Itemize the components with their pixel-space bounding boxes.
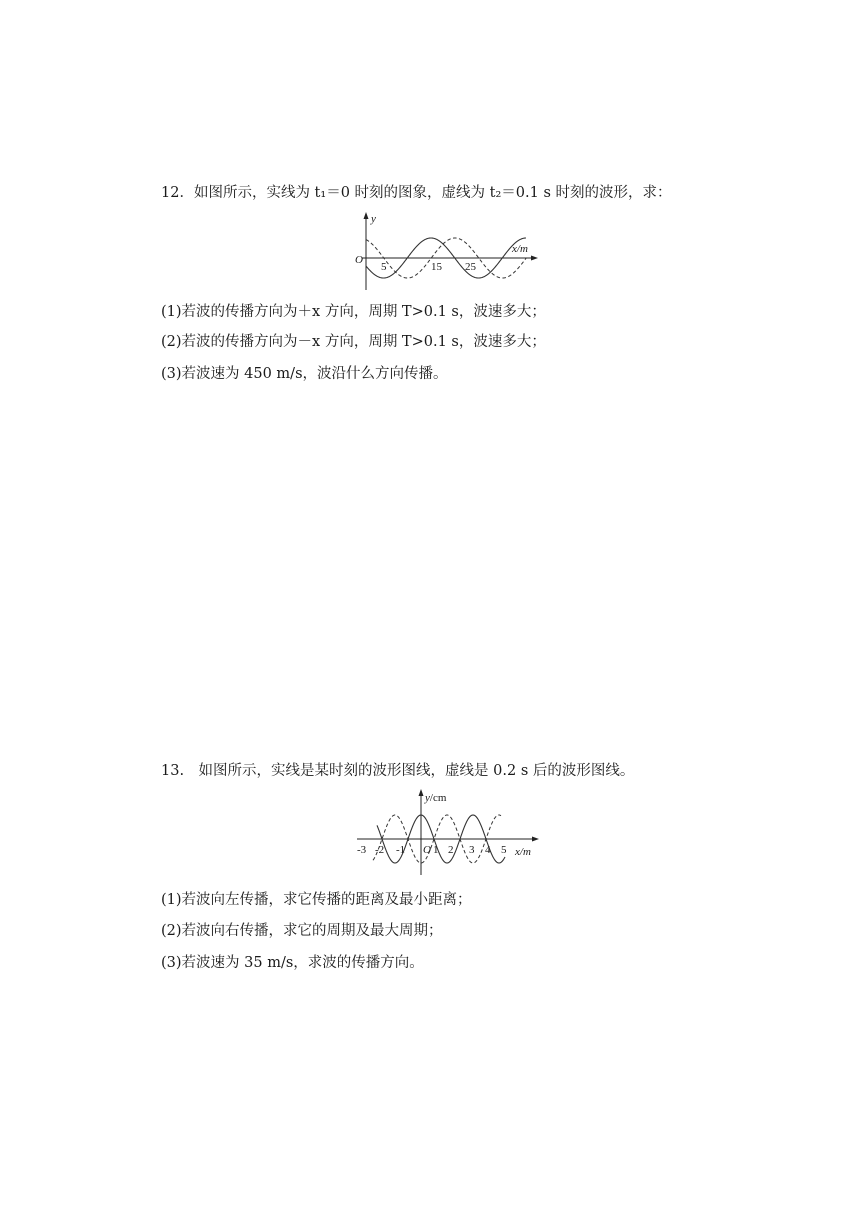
x-axis-label: x/m bbox=[515, 846, 531, 858]
tick-label-25: 25 bbox=[465, 261, 476, 273]
problem-13-question-2: (2)若波向右传播，求它的周期及最大周期； bbox=[161, 923, 443, 939]
tick-label-neg1: -1 bbox=[396, 844, 406, 856]
tick-label-4: 4 bbox=[485, 844, 491, 856]
problem-13-question-1: (1)若波向左传播，求它传播的距离及最小距离； bbox=[161, 892, 472, 908]
problem-12-title: 12．如图所示，实线为 t₁＝0 时刻的图象，虚线为 t₂＝0.1 s 时刻的波形，求： bbox=[161, 185, 672, 201]
problem-13-figure bbox=[355, 787, 545, 883]
x-axis-label: x/m bbox=[512, 243, 528, 255]
x-axis-arrow bbox=[531, 256, 538, 261]
problem-12-figure bbox=[350, 210, 550, 296]
tick-label-5: 5 bbox=[501, 844, 507, 856]
tick-label-1: 1 bbox=[433, 844, 439, 856]
problem-13-question-3: (3)若波速为 35 m/s，求波的传播方向。 bbox=[161, 955, 424, 971]
y-unit: /cm bbox=[429, 792, 447, 804]
wave-graph-12 bbox=[350, 210, 550, 292]
x-axis-arrow bbox=[532, 837, 539, 842]
tick-label-neg3: -3 bbox=[357, 844, 367, 856]
origin-label: O bbox=[423, 844, 431, 856]
y-axis-label: y/cm bbox=[425, 792, 447, 804]
tick-label-15: 15 bbox=[431, 261, 442, 273]
tick-label-2: 2 bbox=[448, 844, 454, 856]
tick-label-neg2: -2 bbox=[375, 844, 385, 856]
problem-12-question-1: (1)若波的传播方向为＋x 方向，周期 T>0.1 s，波速多大； bbox=[161, 304, 546, 320]
y-axis-label: y bbox=[371, 213, 376, 225]
tick-label-3: 3 bbox=[469, 844, 475, 856]
y-axis-arrow bbox=[364, 212, 369, 219]
origin-label: O bbox=[355, 254, 363, 266]
problem-13-title: 13. 如图所示，实线是某时刻的波形图线，虚线是 0.2 s 后的波形图线。 bbox=[161, 763, 635, 779]
wave-graph-13 bbox=[355, 787, 545, 879]
problem-12-question-2: (2)若波的传播方向为－x 方向，周期 T>0.1 s，波速多大； bbox=[161, 334, 546, 350]
y-axis-arrow bbox=[419, 789, 424, 796]
tick-label-5: 5 bbox=[381, 261, 387, 273]
problem-12-question-3: (3)若波速为 450 m/s，波沿什么方向传播。 bbox=[161, 366, 448, 382]
